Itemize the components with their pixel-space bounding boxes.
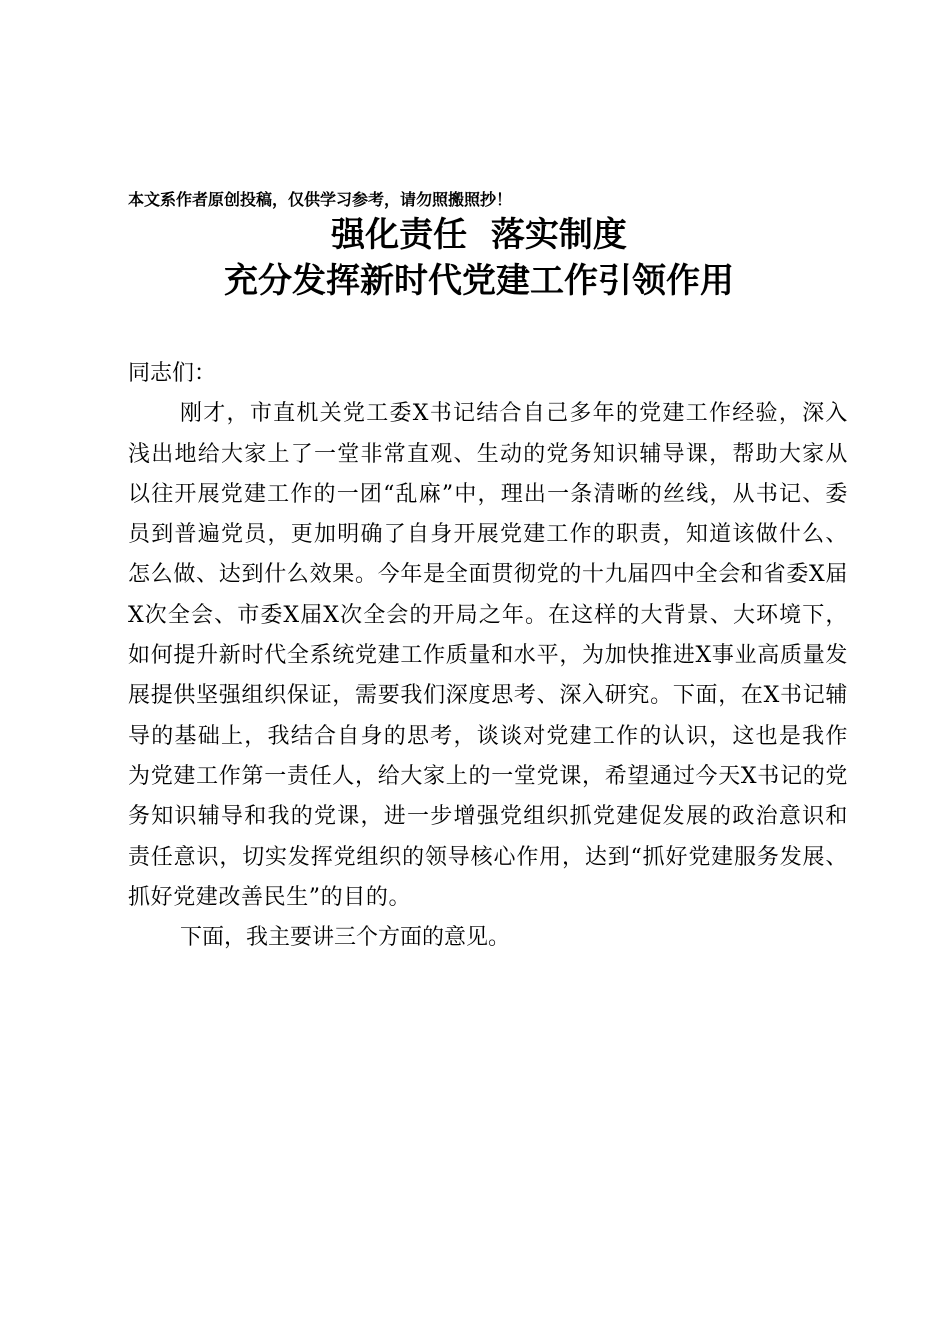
copyright-notice: 本文系作者原创投稿，仅供学习参考，请勿照搬照抄！ <box>128 190 513 209</box>
title-line-1: 强化责任 落实制度 <box>331 215 627 255</box>
speech-body <box>128 354 848 958</box>
title-line-2: 充分发挥新时代党建工作引领作用 <box>224 261 734 301</box>
salutation: 同志们： <box>128 361 217 386</box>
paragraph-opening: 刚才，市直机关党工委X书记结合自己多年的党建工作经验，深入浅出地给大家上了一堂非常直观、生动的党务知识辅导课，帮助大家从以往开展党建工作的一团“乱麻”中，理出一条清晰的丝线，从书记、委员到普遍党员，更加明确了自身开展党建工作的职责，知道该做什么、怎么做、达到什么效果。今年是全面贯彻党的十九届四中全会和省委X届X次全会、市委X届X次全会的开局之年。在这样的大背景、大环境下，如何提升新时代全系统党建工作质量和水平，为加快推进X事业高质量发展提供坚强组织保证，需要我们深度思考、深入研究。下面，在X书记辅导的基础上，我结合自身的思考，谈谈对党建工作的认识，这也是我作为党建工作第一责任人，给大家上的一堂党课，希望通过今天X书记的党务知识辅导和我的党课，进一步增强党组织抓党建促发展的政治意识和责任意识，切实发挥党组织的领导核心作用，达到“抓好党建服务发展、抓好党建改善民生”的目的。 <box>128 401 848 910</box>
paragraph-outline: 下面，我主要讲三个方面的意见。 <box>180 925 511 951</box>
